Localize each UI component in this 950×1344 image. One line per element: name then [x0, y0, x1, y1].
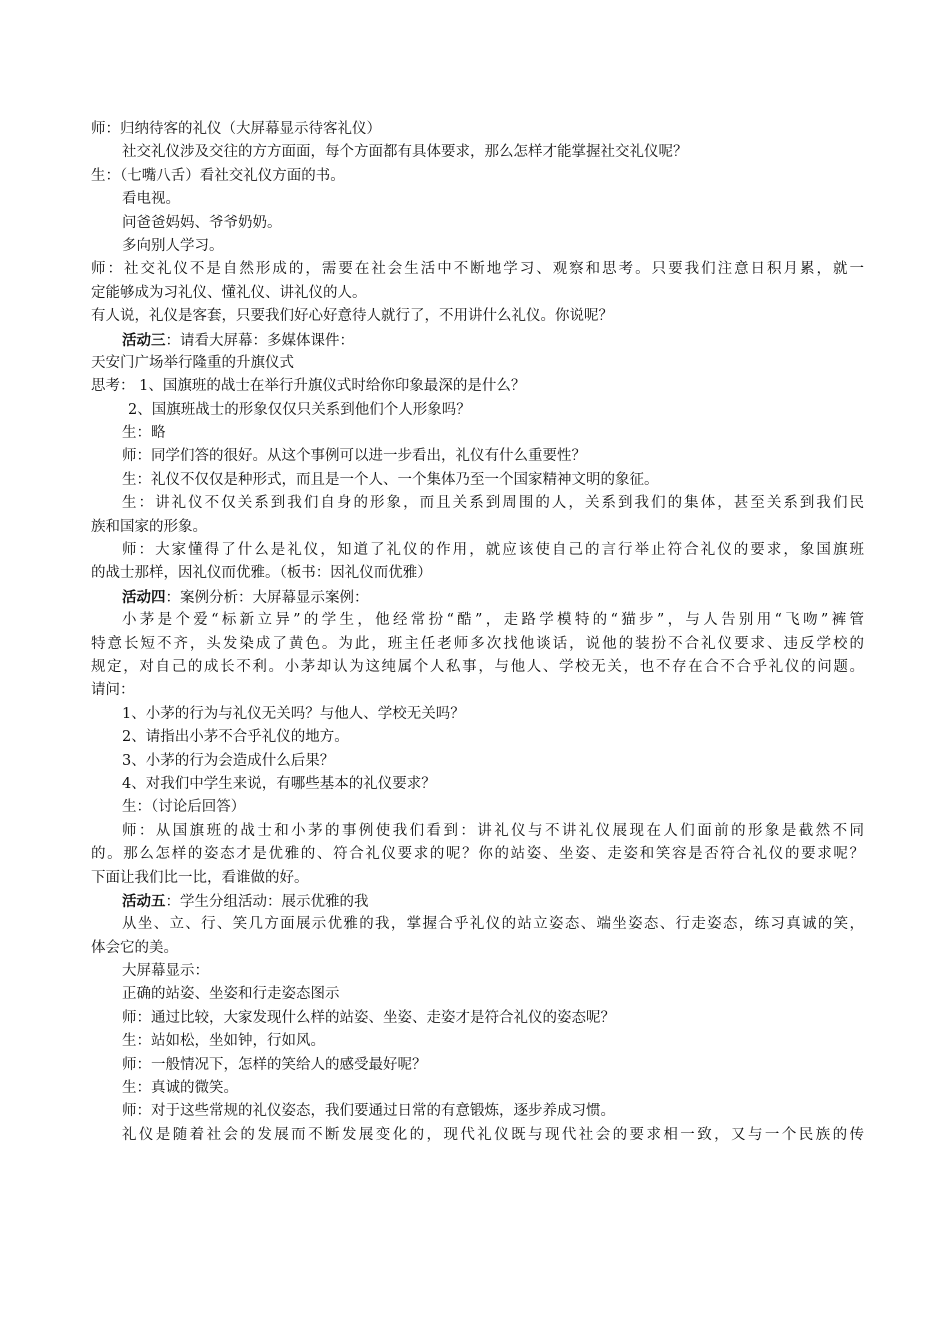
text-line: 师：社交礼仪不是自然形成的，需要在社会生活中不断地学习、观察和思考。只要我们注意日积月累，就一	[91, 261, 864, 278]
text-line: 思考： 1、国旗班的战士在举行升旗仪式时给你印象最深的是什么？	[91, 378, 526, 395]
text-line: 定能够成为习礼仪、懂礼仪、讲礼仪的人。	[91, 284, 367, 301]
text-line: 从坐、立、行、笑几方面展示优雅的我，掌握合乎礼仪的站立姿态、端坐姿态、行走姿态，练习真诚的笑，	[122, 916, 864, 933]
text-line: 生：真诚的微笑。	[122, 1080, 238, 1097]
text-line: 师：通过比较，大家发现什么样的站姿、坐姿、走姿才是符合礼仪的姿态呢？	[122, 1009, 615, 1026]
text-line: 问爸爸妈妈、爷爷奶奶。	[122, 214, 282, 231]
activity-label: 活动四	[122, 588, 166, 606]
text-line: 生：略	[122, 425, 166, 442]
text-line: 师：从国旗班的战士和小茅的事例使我们看到：讲礼仪与不讲礼仪展现在人们面前的形象是截然不同	[122, 822, 864, 839]
text-line: 小茅是个爱“标新立异”的学生，他经常扮“酷”，走路学模特的“猫步”，与人告别用“飞吻”裤管	[122, 612, 864, 629]
text-line: 生：讲礼仪不仅关系到我们自身的形象，而且关系到周围的人，关系到我们的集体，甚至关系到我们民	[122, 495, 864, 512]
text-line: 天安门广场举行隆重的升旗仪式	[91, 354, 294, 371]
text-line: 生：礼仪不仅仅是种形式，而且是一个人、一个集体乃至一个国家精神文明的象征。	[122, 471, 659, 488]
activity-text: ：学生分组活动：展示优雅的我	[165, 893, 369, 910]
activity-label: 活动五	[122, 892, 166, 910]
text-line: 师：一般情况下，怎样的笑给人的感受最好呢？	[122, 1056, 427, 1073]
text-line: 2、国旗班战士的形象仅仅只关系到他们个人形象吗？	[128, 401, 471, 418]
text-line: 的战士那样，因礼仪而优雅。（板书：因礼仪而优雅）	[91, 565, 432, 582]
activity-text: ：案例分析：大屏幕显示案例：	[165, 589, 369, 606]
text-line: 生：（七嘴八舌）看社交礼仪方面的书。	[91, 167, 345, 184]
text-line: 下面让我们比一比，看谁做的好。	[91, 869, 309, 886]
text-line: 特意长短不齐，头发染成了黄色。为此，班主任老师多次找他谈话，说他的装扮不合礼仪要求、违反学校的	[91, 635, 864, 652]
text-line: 3、小茅的行为会造成什么后果？	[122, 752, 335, 769]
text-line: 大屏幕显示：	[122, 963, 209, 980]
text-line: 规定，对自己的成长不利。小茅却认为这纯属个人私事，与他人、学校无关，也不存在合不合乎礼仪的问题。	[91, 658, 864, 675]
activity-heading	[91, 329, 864, 352]
text-line: 族和国家的形象。	[91, 518, 207, 535]
text-line: 师：大家懂得了什么是礼仪，知道了礼仪的作用，就应该使自己的言行举止符合礼仪的要求，象国旗班	[122, 542, 864, 559]
text-line: 正确的站姿、坐姿和行走姿态图示	[122, 986, 340, 1003]
text-line: 多向别人学习。	[122, 237, 224, 254]
text-line: 1、小茅的行为与礼仪无关吗？与他人、学校无关吗？	[122, 705, 465, 722]
text-line: 师：归纳待客的礼仪（大屏幕显示待客礼仪）	[91, 121, 381, 137]
text-line: 师：同学们答的很好。从这个事例可以进一步看出，礼仪有什么重要性？	[122, 448, 586, 465]
text-line: 有人说，礼仪是客套，只要我们好心好意待人就行了，不用讲什么礼仪。你说呢？	[91, 308, 613, 325]
text-line: 2、请指出小茅不合乎礼仪的地方。	[122, 729, 349, 746]
text-line: 看电视。	[122, 191, 180, 208]
text-line: 4、对我们中学生来说，有哪些基本的礼仪要求？	[122, 775, 436, 792]
text-line: 师：对于这些常规的礼仪姿态，我们要通过日常的有意锻炼，逐步养成习惯。	[122, 1103, 615, 1120]
text-line: 礼仪是随着社会的发展而不断发展变化的，现代礼仪既与现代社会的要求相一致，又与一个民族的传	[122, 1126, 864, 1143]
activity-text: ：请看大屏幕：多媒体课件：	[165, 332, 354, 349]
text-line: 生：站如松，坐如钟，行如风。	[122, 1033, 325, 1050]
text-line: 社交礼仪涉及交往的方方面面，每个方面都有具体要求，那么怎样才能掌握社交礼仪呢？	[122, 144, 688, 161]
activity-heading	[91, 586, 864, 609]
activity-heading	[91, 890, 864, 913]
activity-label: 活动三	[122, 331, 166, 349]
text-line: 体会它的美。	[91, 939, 178, 956]
text-line: 生：（讨论后回答）	[122, 799, 246, 816]
text-line: 请问：	[91, 682, 135, 699]
text-line: 的。那么怎样的姿态才是优雅的、符合礼仪要求的呢？你的站姿、坐姿、走姿和笑容是否符合礼仪的要求呢？	[91, 846, 864, 863]
